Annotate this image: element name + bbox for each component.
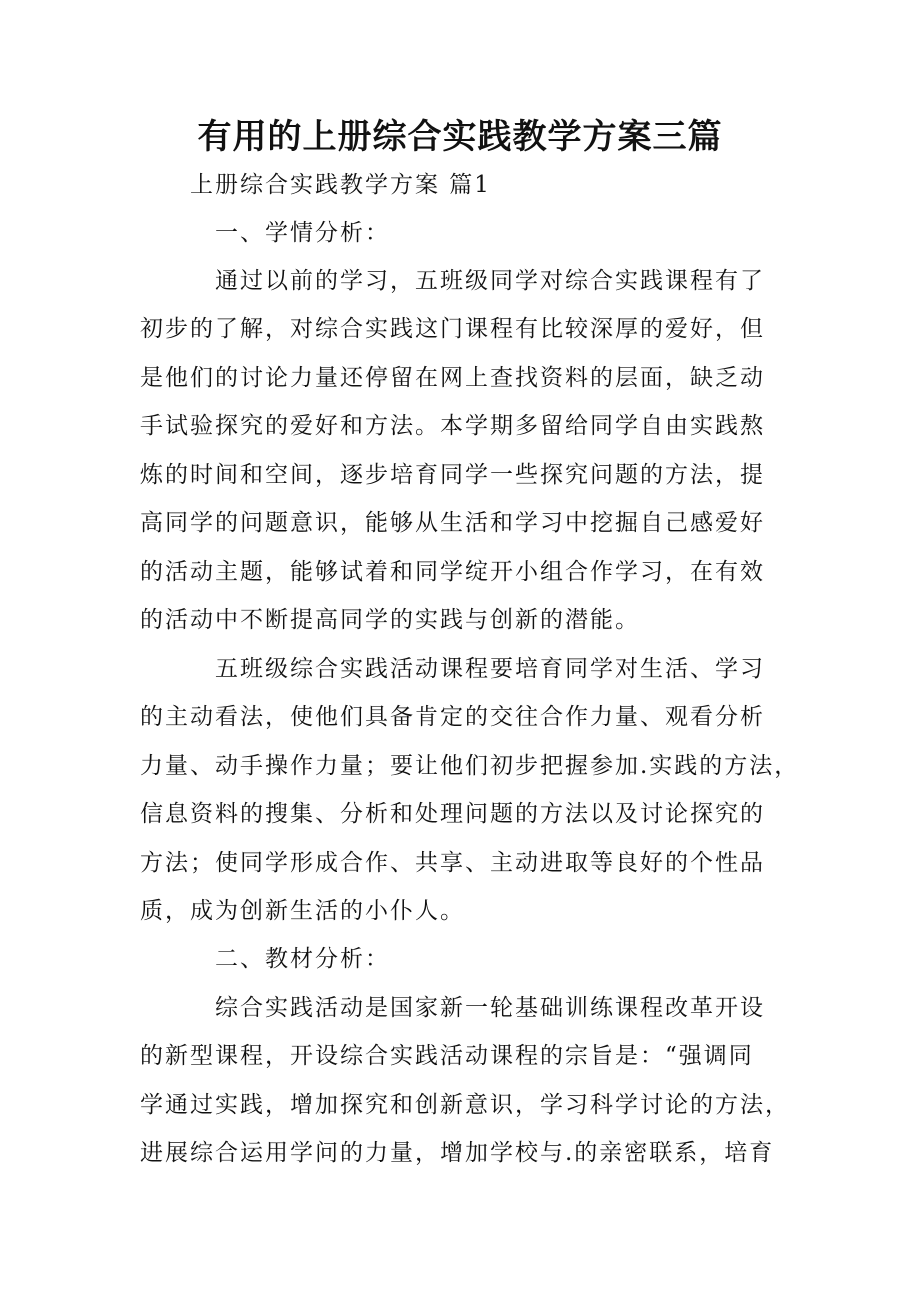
- paragraph-line: 的新型课程，开设综合实践活动课程的宗旨是：“强调同: [140, 1043, 754, 1069]
- paragraph-line: 初步的了解，对综合实践这门课程有比较深厚的爱好，但: [140, 316, 765, 342]
- paragraph-line: 五班级综合实践活动课程要培育同学对生活、学习: [215, 656, 765, 682]
- paragraph-line: 是他们的讨论力量还停留在网上查找资料的层面，缺乏动: [140, 365, 765, 391]
- paragraph-line: 学通过实践，增加探究和创新意识，学习科学讨论的方法，: [140, 1092, 790, 1118]
- document-title: 有用的上册综合实践教学方案三篇: [197, 117, 723, 157]
- paragraph-line: 质，成为创新生活的小仆人。: [140, 898, 465, 924]
- paragraph-line: 炼的时间和空间，逐步培育同学一些探究问题的方法，提: [140, 462, 765, 488]
- paragraph-line: 进展综合运用学问的力量，增加学校与.的亲密联系，培育: [140, 1140, 775, 1166]
- section-subtitle: 上册综合实践教学方案 篇1: [190, 172, 491, 198]
- paragraph-line: 的活动主题，能够试着和同学绽开小组合作学习，在有效: [140, 559, 765, 585]
- paragraph-line: 手试验探究的爱好和方法。本学期多留给同学自由实践熬: [140, 413, 765, 439]
- paragraph-line: 的活动中不断提高同学的实践与创新的潜能。: [140, 607, 640, 633]
- paragraph-line: 综合实践活动是国家新一轮基础训练课程改革开设: [215, 995, 765, 1021]
- heading-student-analysis: 一、学情分析：: [215, 220, 390, 246]
- paragraph-line: 通过以前的学习，五班级同学对综合实践课程有了: [215, 268, 765, 294]
- heading-textbook-analysis: 二、教材分析：: [215, 946, 390, 972]
- paragraph-line: 高同学的问题意识，能够从生活和学习中挖掘自己感爱好: [140, 510, 765, 536]
- paragraph-line: 的主动看法，使他们具备肯定的交往合作力量、观看分析: [140, 704, 765, 730]
- paragraph-line: 力量、动手操作力量；要让他们初步把握参加.实践的方法，: [140, 753, 800, 779]
- paragraph-line: 信息资料的搜集、分析和处理问题的方法以及讨论探究的: [140, 801, 765, 827]
- paragraph-line: 方法；使同学形成合作、共享、主动进取等良好的个性品: [140, 850, 765, 876]
